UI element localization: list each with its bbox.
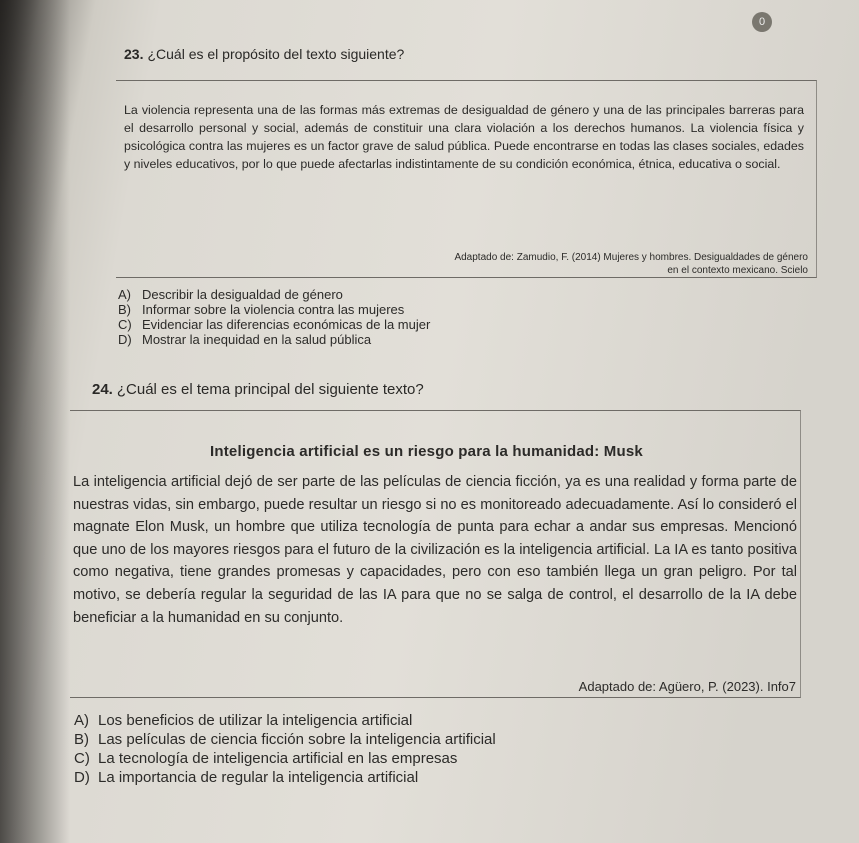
question-text: ¿Cuál es el tema principal del siguiente texto? [116,381,424,398]
option-c[interactable]: C) Evidenciar las diferencias económicas de la mujer [118,317,431,332]
passage-box-24 [70,410,801,698]
question-text: ¿Cuál es el propósito del texto siguiente? [147,46,405,62]
question-23 [124,46,404,62]
passage-source [328,251,808,277]
question-24 [92,381,424,398]
passage-text: La inteligencia artificial dejó de ser parte de las películas de ciencia ficción, ya es una realidad y forma parte de nuestras vidas, sin embargo, puede resultar un riesgo si no es monitoreado adecuadamente. Así lo consideró el magnate Elon Musk, un hombre que utiliza tecnología de punta para echar a andar sus empresas. Mencionó que uno de los mayores riesgos para el futuro de la civilización es la inteligencia artificial. La IA es tanto positiva como negativa, tiene grandes promesas y capacidades, pero con eso también llega un gran peligro. Por tal motivo, se debería regular la seguridad de las IA para que no se salga de control, el desarrollo de la IA debe beneficiar a la humanidad en su conjunto. [73,474,797,626]
page-number-badge: 0 [752,12,772,32]
option-b[interactable]: B) Las películas de ciencia ficción sobre la inteligencia artificial [74,731,496,748]
passage-source: Adaptado de: Agüero, P. (2023). Info7 [578,679,796,694]
option-a[interactable]: A) Describir la desigualdad de género [118,287,343,302]
option-d[interactable]: D) La importancia de regular la inteligencia artificial [74,769,419,786]
page-shadow [0,0,70,843]
options-23 [118,287,430,347]
passage-title: Inteligencia artificial es un riesgo para la humanidad: Musk [210,443,643,460]
source-line-1: Adaptado de: Zamudio, F. (2014) Mujeres y hombres. Desigualdades de género [454,252,808,263]
option-c[interactable]: C) La tecnología de inteligencia artificial en las empresas [74,750,458,767]
question-number: 23. [124,46,144,62]
option-a[interactable]: A) Los beneficios de utilizar la inteligencia artificial [74,712,413,729]
option-d[interactable]: D) Mostrar la inequidad en la salud pública [118,332,372,347]
passage-box-23 [116,80,817,278]
question-number: 24. [92,381,113,398]
option-b[interactable]: B) Informar sobre la violencia contra las mujeres [118,302,405,317]
options-24 [74,711,496,787]
source-line-2: en el contexto mexicano. Scielo [667,265,808,276]
passage-text: La violencia representa una de las formas más extremas de desigualdad de género y una de las principales barreras para el desarrollo personal y social, además de constituir una clara violación a los derechos humanos. La violencia física y psicológica contra las mujeres es un factor grave de salud pública. Puede encontrarse en todas las clases sociales, edades y niveles educativos, por lo que puede afectarlas indistintamente de su condición económica, étnica, educativa o social. [124,103,804,171]
